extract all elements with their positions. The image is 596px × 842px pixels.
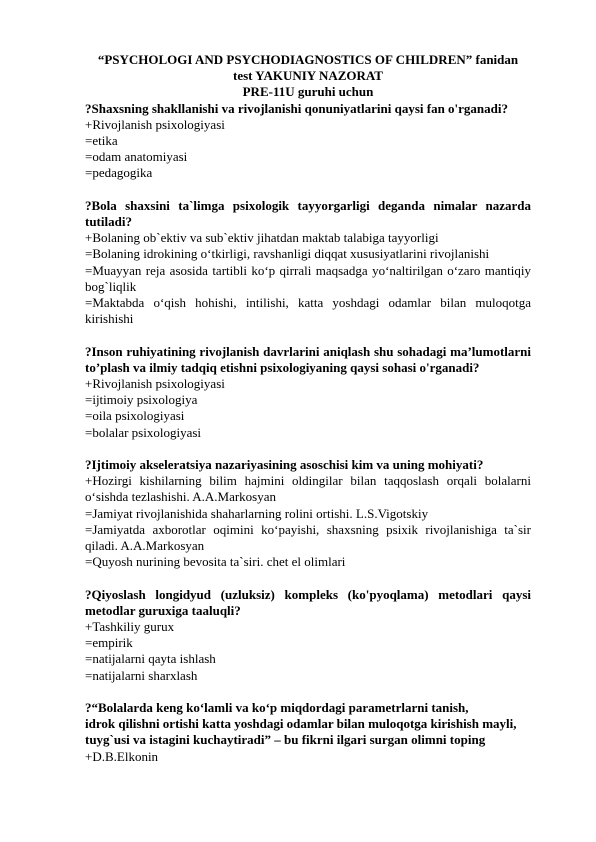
document-page (85, 52, 531, 765)
question-text (85, 700, 531, 749)
answer-option: =Bolaning idrokining o‘tkirligi, ravshanligi diqqat xususiyatlarini rivojlanishi (85, 246, 490, 262)
answer-option: =ijtimoiy psixologiya (85, 392, 198, 408)
answer-option: +Tashkiliy gurux (85, 619, 175, 635)
header-subtitle: test YAKUNIY NAZORAT (233, 68, 383, 84)
answer-option: +Rivojlanish psixologiyasi (85, 116, 225, 132)
answer-option: =pedagogika (85, 165, 153, 181)
answer-option: =Jamiyat rivojlanishida shaharlarning rolini ortishi. L.S.Vigotskiy (85, 505, 429, 521)
header-title: “PSYCHOLOGI AND PSYCHODIAGNOSTICS OF CHILDREN” fanidan (97, 52, 519, 67)
answer-option: +D.B.Elkonin (85, 748, 159, 764)
question-block (85, 587, 531, 684)
question-block (85, 344, 531, 441)
answer-option: =Jamiyatda axborotlar oqimini ko‘payishi, shaxsning psixik rivojlanishiga ta`sir qiladi. A.A.Markosyan (85, 521, 531, 554)
answer-option: =etika (85, 133, 118, 149)
document-header (85, 52, 531, 101)
answer-option: =Muayyan reja asosida tartibli ko‘p qirrali maqsadga yo‘naltirilgan o‘zaro mantiqiy bog`liqlik (85, 262, 531, 294)
answer-option: =Maktabda o‘qish hohishi, intilishi, katta yoshdagi odamlar bilan muloqotga kirishishi (85, 295, 531, 327)
question-text: ?Ijtimoiy akseleratsiya nazariyasining asoschisi kim va uning mohiyati? (85, 457, 484, 473)
answer-option: =oila psixologiyasi (85, 408, 185, 424)
answer-option: =natijalarni sharxlash (85, 667, 198, 683)
answer-option: =natijalarni qayta ishlash (85, 651, 216, 667)
question-text: ?Bola shaxsini ta`limga psixologik tayyorgarligi deganda nimalar nazarda tutiladi? (85, 197, 531, 230)
question-block (85, 457, 531, 570)
question-line: ?“Bolalarda keng ko‘lamli va ko‘p miqdordagi parametrlarni tanish, (85, 700, 469, 716)
question-line: tuyg`usi va istagini kuchaytiradi” – bu fikrni ilgari surgan olimni toping (85, 732, 486, 748)
question-line: idrok qilishni ortishi katta yoshdagi odamlar bilan muloqotga kirishish mayli, (85, 716, 517, 732)
answer-option: =Quyosh nurining bevosita ta`siri. chet el olimlari (85, 554, 346, 570)
question-block (85, 101, 531, 182)
question-block (85, 700, 531, 765)
question-text: ?Shaxsning shakllanishi va rivojlanishi qonuniyatlarini qaysi fan o'rganadi? (85, 100, 509, 116)
answer-option: =empirik (85, 635, 133, 651)
answer-option: =bolalar psixologiyasi (85, 424, 202, 440)
answer-option: +Hozirgi kishilarning bilim hajmini oldingilar bilan taqqoslash orqali bolalarni o‘sishda tezlashishi. A.A.Markosyan (85, 473, 531, 505)
answer-option: +Rivojlanish psixologiyasi (85, 376, 225, 392)
question-block (85, 198, 531, 328)
answer-option: =odam anatomiyasi (85, 149, 188, 165)
header-group: PRE-11U guruhi uchun (242, 84, 374, 100)
answer-option: +Bolaning ob`ektiv va sub`ektiv jihatdan maktab talabiga tayyorligi (85, 230, 439, 246)
question-text: ?Inson ruhiyatining rivojlanish davrlarini aniqlash shu sohadagi ma’lumotlarni to’plash va ilmiy tadqiq etishni psixologiyaning qaysi sohasi o'rganadi? (85, 343, 531, 375)
question-text: ?Qiyoslash longidyud (uzluksiz) kompleks (ko'pyoqlama) metodlari qaysi metodlar guruxiga taaluqli? (85, 586, 531, 618)
